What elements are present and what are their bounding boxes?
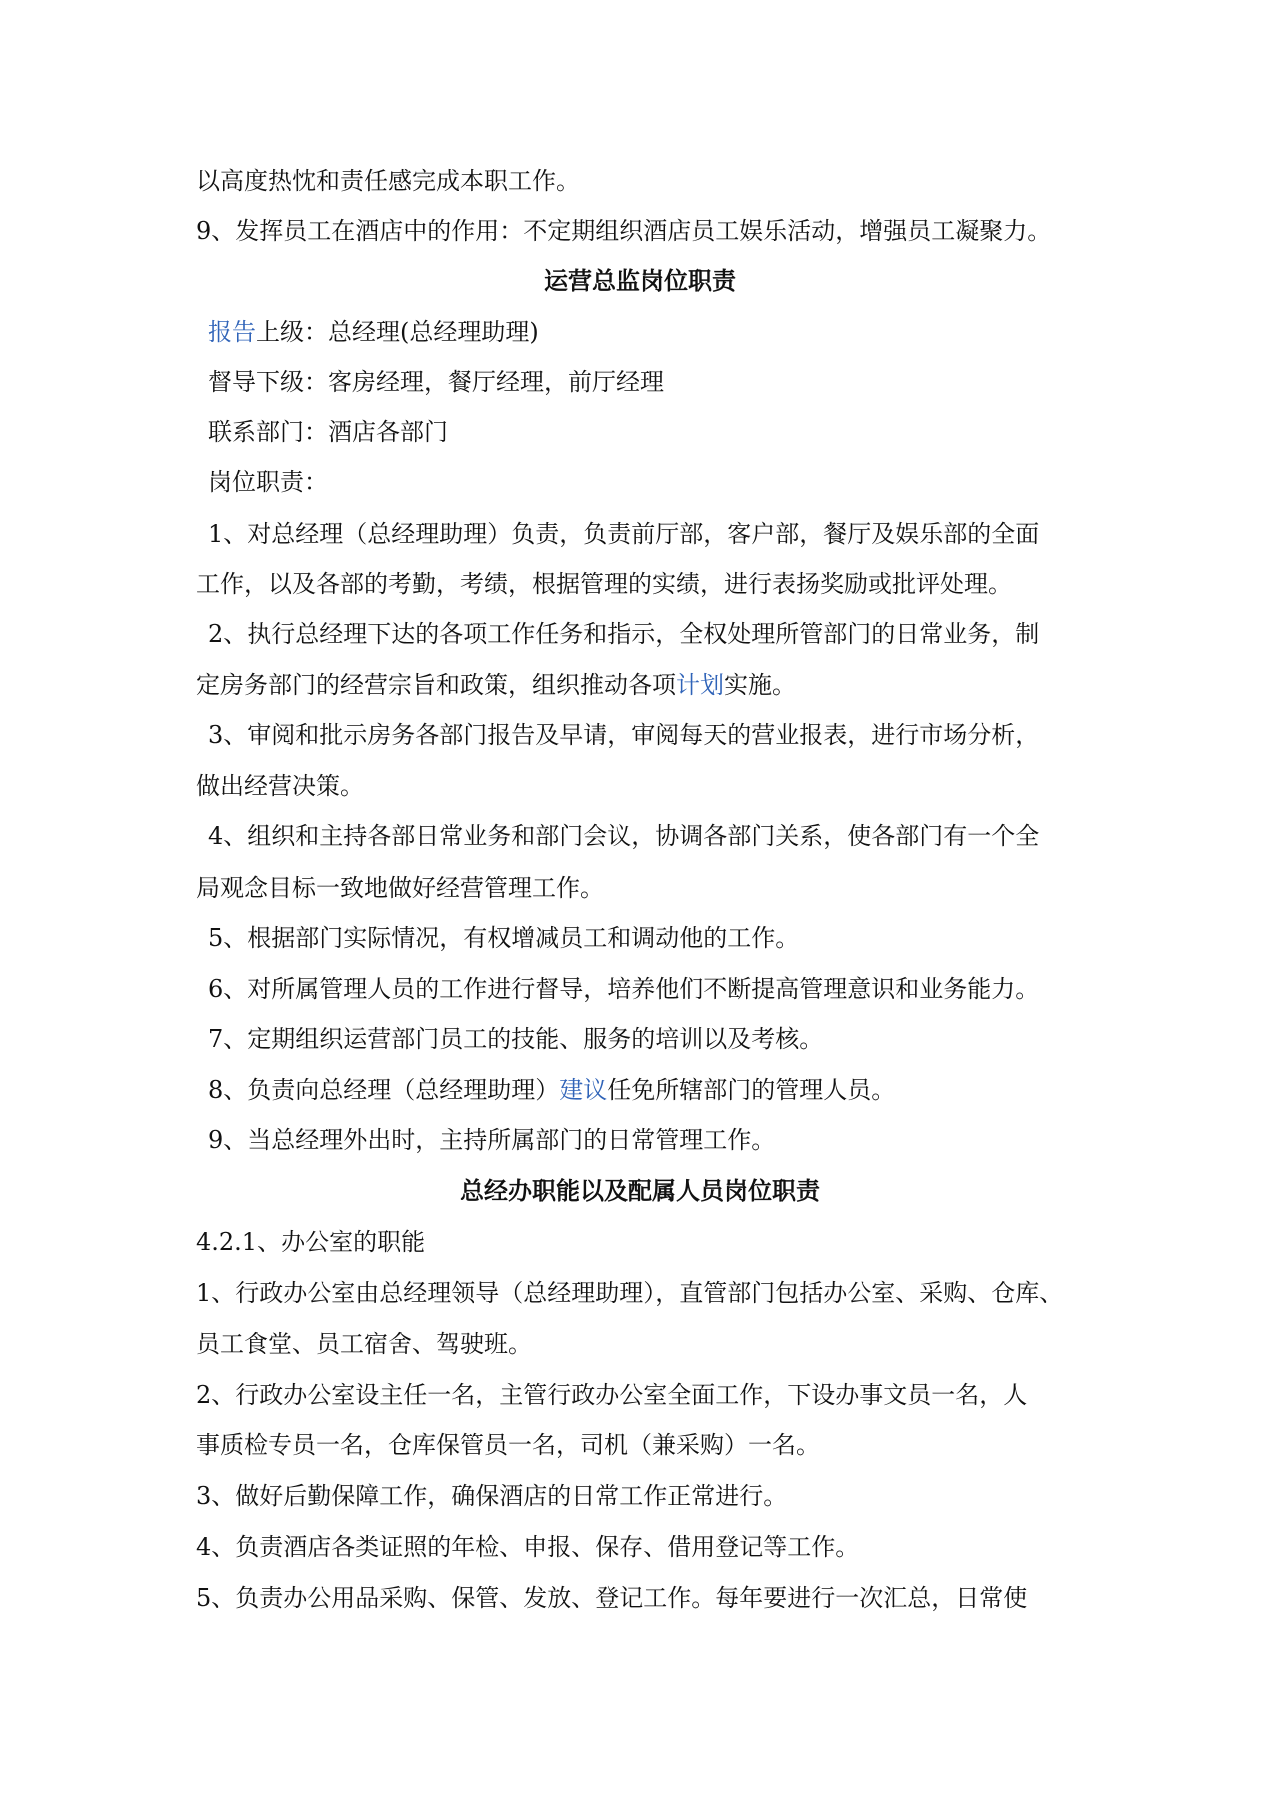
text-line: 以高度热忱和责任感完成本职工作。 — [196, 167, 580, 195]
duty-item-8-text: 8、负责向总经理（总经理助理） — [208, 1076, 560, 1104]
departments-line: 联系部门：酒店各部门 — [208, 418, 448, 446]
duty-item-2-end: 实施。 — [724, 671, 796, 699]
office-item-1: 1、行政办公室由总经理领导（总经理助理），直管部门包括办公室、采购、仓库、 — [196, 1279, 1064, 1307]
text-line: 9、发挥员工在酒店中的作用：不定期组织酒店员工娱乐活动，增强员工凝聚力。 — [196, 217, 1052, 245]
duty-item-6: 6、对所属管理人员的工作进行督导，培养他们不断提高管理意识和业务能力。 — [208, 975, 1040, 1003]
duty-item-2-cont — [196, 670, 1096, 700]
report-superior-text: 上级：总经理(总经理助理) — [256, 318, 539, 346]
subsection-heading: 4.2.1、办公室的职能 — [196, 1228, 426, 1256]
office-item-5: 5、负责办公用品采购、保管、发放、登记工作。每年要进行一次汇总，日常使 — [196, 1584, 1028, 1612]
duty-item-2-text: 定房务部门的经营宗旨和政策，组织推动各项 — [196, 671, 676, 699]
duties-heading: 岗位职责： — [208, 468, 328, 496]
duty-item-8-end: 任免所辖部门的管理人员。 — [607, 1076, 896, 1104]
subordinates-line: 督导下级：客房经理，餐厅经理，前厅经理 — [208, 368, 664, 396]
duty-item-5: 5、根据部门实际情况，有权增减员工和调动他的工作。 — [208, 924, 800, 952]
duty-item-1: 1、对总经理（总经理助理）负责，负责前厅部，客户部，餐厅及娱乐部的全面 — [208, 520, 1040, 548]
duty-item-4-cont: 局观念目标一致地做好经营管理工作。 — [196, 874, 604, 902]
plan-link[interactable]: 计划 — [676, 671, 724, 699]
duty-item-8 — [208, 1075, 1108, 1105]
duty-item-4: 4、组织和主持各部日常业务和部门会议，协调各部门关系，使各部门有一个全 — [208, 822, 1040, 850]
suggest-link[interactable]: 建议 — [559, 1076, 608, 1104]
duty-item-3-cont: 做出经营决策。 — [196, 772, 364, 800]
section-title-general-office: 总经办职能以及配属人员岗位职责 — [460, 1177, 820, 1205]
office-item-1-cont: 员工食堂、员工宿舍、驾驶班。 — [196, 1330, 532, 1358]
office-item-4: 4、负责酒店各类证照的年检、申报、保存、借用登记等工作。 — [196, 1533, 860, 1561]
duty-item-9: 9、当总经理外出时，主持所属部门的日常管理工作。 — [208, 1126, 776, 1154]
office-item-3: 3、做好后勤保障工作，确保酒店的日常工作正常进行。 — [196, 1482, 788, 1510]
section-title-operations-director: 运营总监岗位职责 — [544, 267, 736, 295]
duty-item-2: 2、执行总经理下达的各项工作任务和指示，全权处理所管部门的日常业务，制 — [208, 620, 1040, 648]
duty-item-3: 3、审阅和批示房务各部门报告及早请，审阅每天的营业报表，进行市场分析， — [208, 721, 1040, 749]
report-superior-line — [208, 317, 1108, 347]
office-item-2-cont: 事质检专员一名，仓库保管员一名，司机（兼采购）一名。 — [196, 1431, 820, 1459]
duty-item-1-cont: 工作，以及各部的考勤，考绩，根据管理的实绩，进行表扬奖励或批评处理。 — [196, 570, 1012, 598]
office-item-2: 2、行政办公室设主任一名，主管行政办公室全面工作，下设办事文员一名，人 — [196, 1381, 1028, 1409]
duty-item-7: 7、定期组织运营部门员工的技能、服务的培训以及考核。 — [208, 1025, 824, 1053]
report-link[interactable]: 报告 — [208, 318, 256, 346]
